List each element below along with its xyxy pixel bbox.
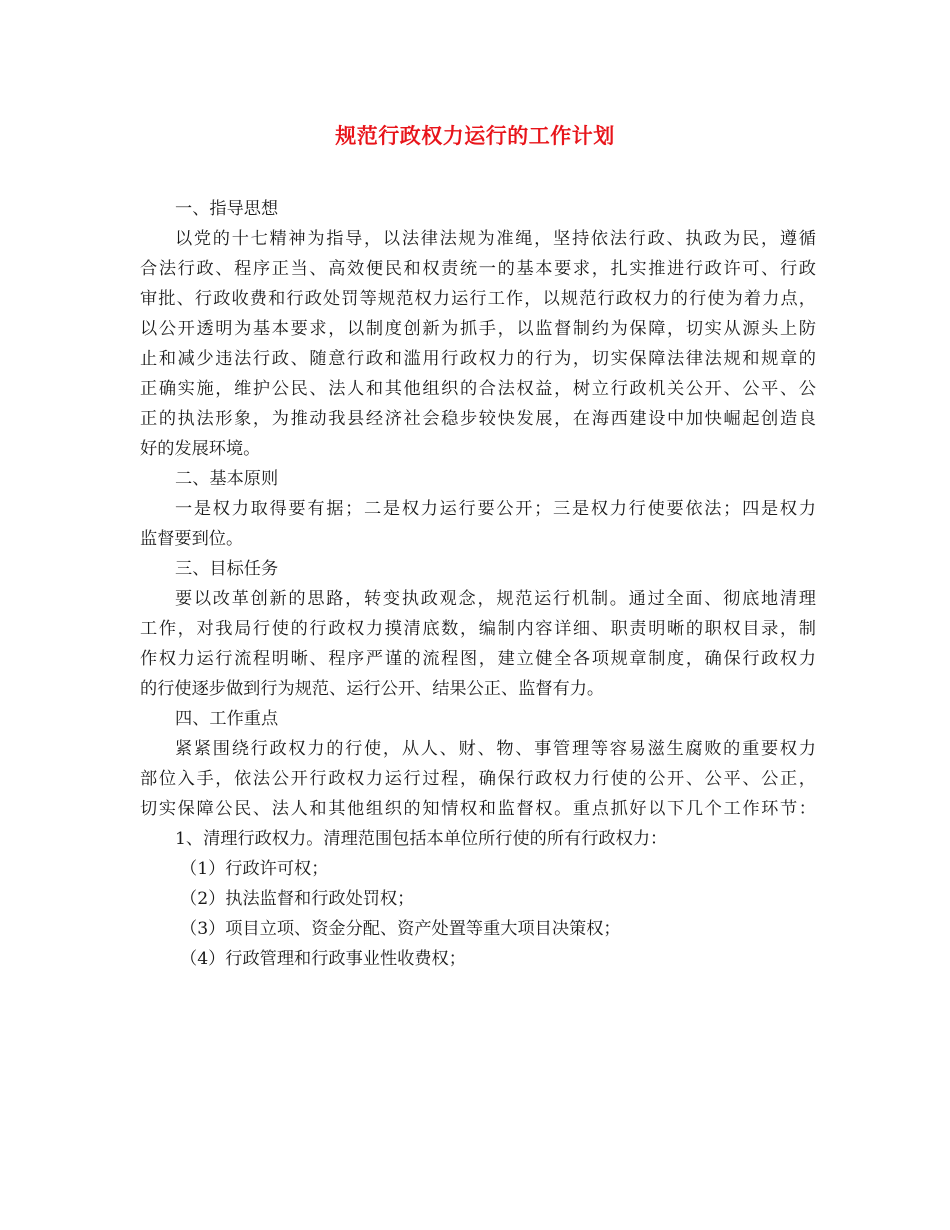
body-line: （2）执法监督和行政处罚权； [180,889,415,909]
body-line: 一、指导思想 [175,199,279,219]
body-line: 监督要到位。 [140,529,244,549]
body-line: 以公开透明为基本要求，以制度创新为抓手，以监督制约为保障，切实从源头上防 [140,319,816,339]
body-line: 合法行政、程序正当、高效便民和权责统一的基本要求，扎实推进行政许可、行政 [140,259,816,279]
body-line: 正的执法形象，为推动我县经济社会稳步较快发展，在海西建设中加快崛起创造良 [140,409,816,429]
body-line: （1）行政许可权； [180,859,329,879]
body-line: 二、基本原则 [175,469,279,489]
body-line: 切实保障公民、法人和其他组织的知情权和监督权。重点抓好以下几个工作环节： [140,799,816,819]
body-line: 正确实施，维护公民、法人和其他组织的合法权益，树立行政机关公开、公平、公 [140,379,816,399]
body-line: 四、工作重点 [175,709,279,729]
body-line: 紧紧围绕行政权力的行使，从人、财、物、事管理等容易滋生腐败的重要权力 [175,739,816,759]
document-body [140,194,816,974]
body-line: 1、清理行政权力。清理范围包括本单位所行使的所有行政权力： [175,829,668,849]
body-line: 审批、行政收费和行政处罚等规范权力运行工作，以规范行政权力的行使为着力点， [140,289,816,309]
body-line: 好的发展环境。 [140,439,261,459]
body-line: 三、目标任务 [175,559,279,579]
body-line: 部位入手，依法公开行政权力运行过程，确保行政权力行使的公开、公平、公正， [140,769,816,789]
body-line: 止和减少违法行政、随意行政和滥用行政权力的行为，切实保障法律法规和规章的 [140,349,816,369]
body-line: 的行使逐步做到行为规范、运行公开、结果公正、监督有力。 [140,679,605,699]
body-line: 以党的十七精神为指导，以法律法规为准绳，坚持依法行政、执政为民，遵循 [175,229,816,249]
body-line: （4）行政管理和行政事业性收费权； [180,949,466,969]
body-line: （3）项目立项、资金分配、资产处置等重大项目决策权； [180,919,621,939]
body-line: 要以改革创新的思路，转变执政观念，规范运行机制。通过全面、彻底地清理 [175,589,816,609]
body-line: 一是权力取得要有据；二是权力运行要公开；三是权力行使要依法；四是权力 [175,499,816,519]
document-title: 规范行政权力运行的工作计划 [335,123,615,148]
body-line: 工作，对我局行使的行政权力摸清底数，编制内容详细、职责明晰的职权目录，制 [140,619,816,639]
body-line: 作权力运行流程明晰、程序严谨的流程图，建立健全各项规章制度，确保行政权力 [140,649,816,669]
